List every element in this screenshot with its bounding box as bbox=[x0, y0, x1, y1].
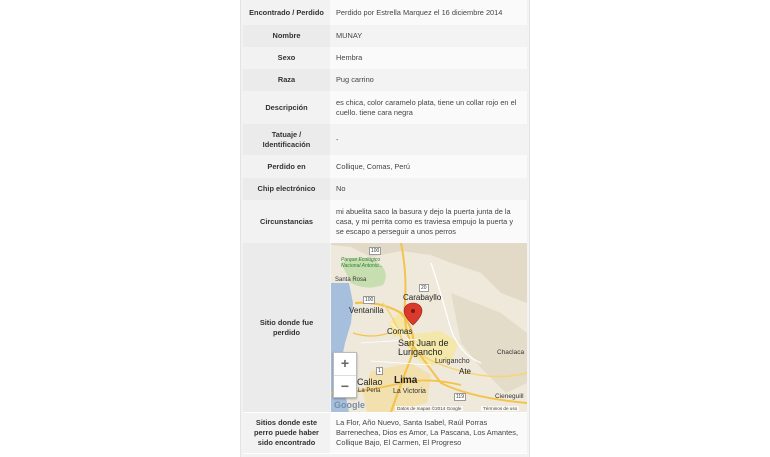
route-shield-icon: 119 bbox=[456, 394, 464, 400]
row-label: Chip electrónico bbox=[243, 178, 330, 200]
row-value: Perdido por Estrella Marquez el 16 diciembre 2014 bbox=[330, 0, 527, 25]
row-value: No bbox=[330, 178, 527, 200]
table-row bbox=[243, 155, 527, 179]
map-label-callao: Callao bbox=[357, 377, 383, 387]
row-label: Circunstancias bbox=[243, 200, 330, 243]
row-label: Sitio donde fue perdido bbox=[243, 243, 330, 412]
row-label: Perdido en bbox=[243, 155, 330, 178]
route-shield-icon: 1 bbox=[378, 368, 381, 374]
route-shield-icon: 100 bbox=[371, 248, 380, 254]
table-row bbox=[243, 124, 527, 156]
row-label: Descripción bbox=[243, 91, 330, 124]
map-label-la-perla: La Perla bbox=[358, 388, 381, 394]
row-value: La Flor, Año Nuevo, Santa Isabel, Raúl Porras Barrenechea, Dios es Amor, La Pascana, Los Amantes, Collique Bajo, El Carmen, El Progreso bbox=[330, 413, 527, 453]
location-map[interactable] bbox=[331, 243, 527, 412]
row-value: Hembra bbox=[330, 47, 527, 69]
map-label-ate: Ate bbox=[459, 367, 472, 376]
map-label-santa-rosa: Santa Rosa bbox=[335, 277, 367, 283]
map-label-ventanilla: Ventanilla bbox=[349, 306, 384, 315]
row-label: Raza bbox=[243, 69, 330, 91]
row-value: es chica, color caramelo plata, tiene un collar rojo en el cuello. tiene cara negra bbox=[330, 91, 527, 124]
map-label-san-juan-de-lurigancho: San Juan de Lurigancho bbox=[398, 338, 449, 357]
row-value: Pug carrino bbox=[330, 69, 527, 91]
row-label: Encontrado / Perdido bbox=[243, 0, 330, 25]
table-row bbox=[243, 91, 527, 125]
table-row bbox=[243, 0, 527, 26]
row-value: mi abuelita saco la basura y dejo la puerta junta de la casa, y mi perrita como es traviesa empujo la puerta y se escapo a perseguir a unos perros bbox=[330, 200, 527, 243]
map-label-park: Parque Ecológico Nacional Antonio... bbox=[341, 257, 383, 269]
zoom-in-button[interactable]: + bbox=[334, 353, 356, 376]
map-label-carabayllo: Carabayllo bbox=[403, 293, 442, 302]
map-label-cieneguilla: Cieneguill bbox=[495, 393, 524, 400]
map-label-lima: Lima bbox=[394, 375, 418, 386]
row-value: MUNAY bbox=[330, 25, 527, 47]
zoom-out-button[interactable]: − bbox=[340, 378, 350, 394]
row-label: Nombre bbox=[243, 25, 330, 47]
map-label-comas: Comas bbox=[387, 327, 413, 336]
row-label: Tatuaje / Identificación bbox=[243, 124, 330, 155]
row-label: Sexo bbox=[243, 47, 330, 69]
table-row bbox=[243, 178, 527, 201]
row-label: Sitios donde este perro puede haber sido encontrado bbox=[243, 413, 330, 453]
google-logo[interactable]: Google bbox=[334, 400, 365, 410]
route-shield-icon: 20 bbox=[421, 285, 427, 291]
table-row bbox=[243, 47, 527, 70]
map-label-chaclacayo: Chaclaca bbox=[497, 349, 525, 356]
table-row bbox=[243, 25, 527, 48]
table-row bbox=[243, 413, 527, 454]
table-row bbox=[243, 69, 527, 92]
map-label-la-victoria: La Victoria bbox=[393, 388, 426, 395]
route-shield-icon: 100 bbox=[365, 297, 374, 303]
map-zoom-control bbox=[333, 352, 357, 398]
map-label-lurigancho: Lurigancho bbox=[435, 358, 470, 365]
map-attribution: Datos de mapas ©2014 Google bbox=[397, 406, 462, 411]
row-value: Collique, Comas, Perú bbox=[330, 155, 527, 178]
table-row bbox=[243, 200, 527, 244]
row-value: - bbox=[330, 124, 527, 155]
map-terms-link[interactable]: Términos de uso bbox=[483, 406, 518, 411]
